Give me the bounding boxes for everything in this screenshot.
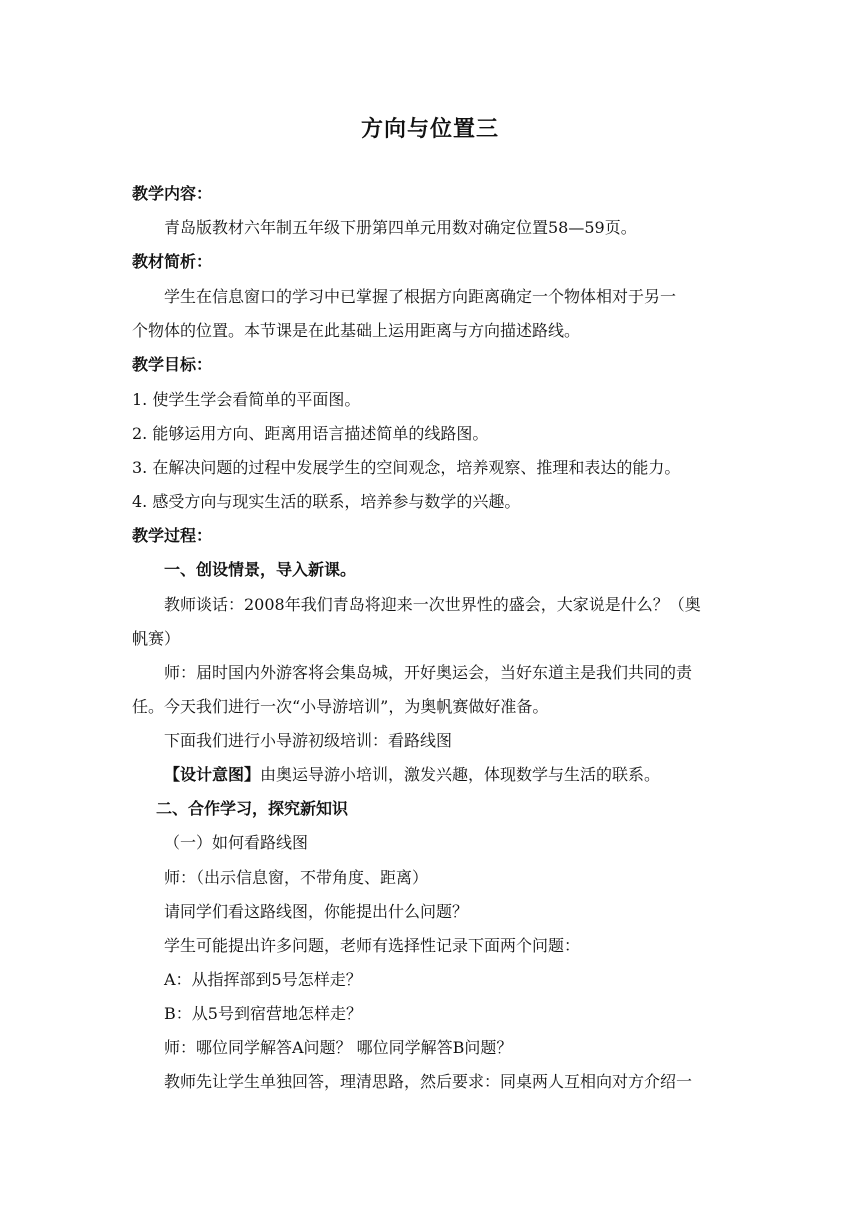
paragraph-line: （一）如何看路线图 bbox=[164, 833, 309, 852]
paragraph-line: 学生可能提出许多问题，老师有选择性记录下面两个问题： bbox=[164, 936, 581, 955]
paragraph-line: A：从指挥部到5号怎样走？ bbox=[164, 970, 362, 989]
paragraph-line: 请同学们看这路线图，你能提出什么问题？ bbox=[164, 902, 469, 921]
goal-item: 3. 在解决问题的过程中发展学生的空间观念，培养观察、推理和表达的能力。 bbox=[132, 458, 681, 477]
paragraph-line: 个物体的位置。本节课是在此基础上运用距离与方向描述路线。 bbox=[132, 321, 581, 340]
design-intent-text: 由奥运导游小培训，激发兴趣，体现数学与生活的联系。 bbox=[260, 765, 661, 784]
paragraph-line: 师：哪位同学解答A问题？ 哪位同学解答B问题？ bbox=[164, 1038, 513, 1057]
heading-teaching-process: 教学过程： bbox=[132, 526, 213, 545]
heading-teaching-goals: 教学目标： bbox=[132, 355, 213, 374]
section-heading: 二、合作学习，探究新知识 bbox=[156, 799, 349, 818]
section-heading: 一、创设情景，导入新课。 bbox=[164, 560, 357, 579]
paragraph-line: B：从5号到宿营地怎样走？ bbox=[164, 1004, 362, 1023]
heading-material-analysis: 教材简析： bbox=[132, 252, 213, 271]
goal-item: 1. 使学生学会看简单的平面图。 bbox=[132, 390, 361, 409]
paragraph-line: 任。今天我们进行一次“小导游培训”，为奥帆赛做好准备。 bbox=[132, 697, 549, 716]
design-intent-line bbox=[164, 763, 764, 787]
heading-teaching-content: 教学内容： bbox=[132, 184, 213, 203]
paragraph-line: 青岛版教材六年制五年级下册第四单元用数对确定位置58—59页。 bbox=[164, 218, 637, 237]
goal-item: 2. 能够运用方向、距离用语言描述简单的线路图。 bbox=[132, 424, 489, 443]
paragraph-line: 师：（出示信息窗，不带角度、距离） bbox=[164, 868, 429, 887]
paragraph-line: 教师先让学生单独回答，理清思路，然后要求：同桌两人互相向对方介绍一 bbox=[164, 1072, 693, 1091]
design-intent-label: 【设计意图】 bbox=[164, 765, 261, 784]
paragraph-line: 下面我们进行小导游初级培训：看路线图 bbox=[164, 731, 453, 750]
document-title: 方向与位置三 bbox=[360, 116, 499, 142]
paragraph-line: 学生在信息窗口的学习中已掌握了根据方向距离确定一个物体相对于另一 bbox=[164, 287, 677, 306]
goal-item: 4. 感受方向与现实生活的联系，培养参与数学的兴趣。 bbox=[132, 492, 521, 511]
paragraph-line: 师：届时国内外游客将会集岛城，开好奥运会，当好东道主是我们共同的责 bbox=[164, 663, 693, 682]
paragraph-line: 帆赛） bbox=[132, 629, 181, 648]
paragraph-line: 教师谈话：2008年我们青岛将迎来一次世界性的盛会，大家说是什么？（奥 bbox=[164, 595, 701, 614]
